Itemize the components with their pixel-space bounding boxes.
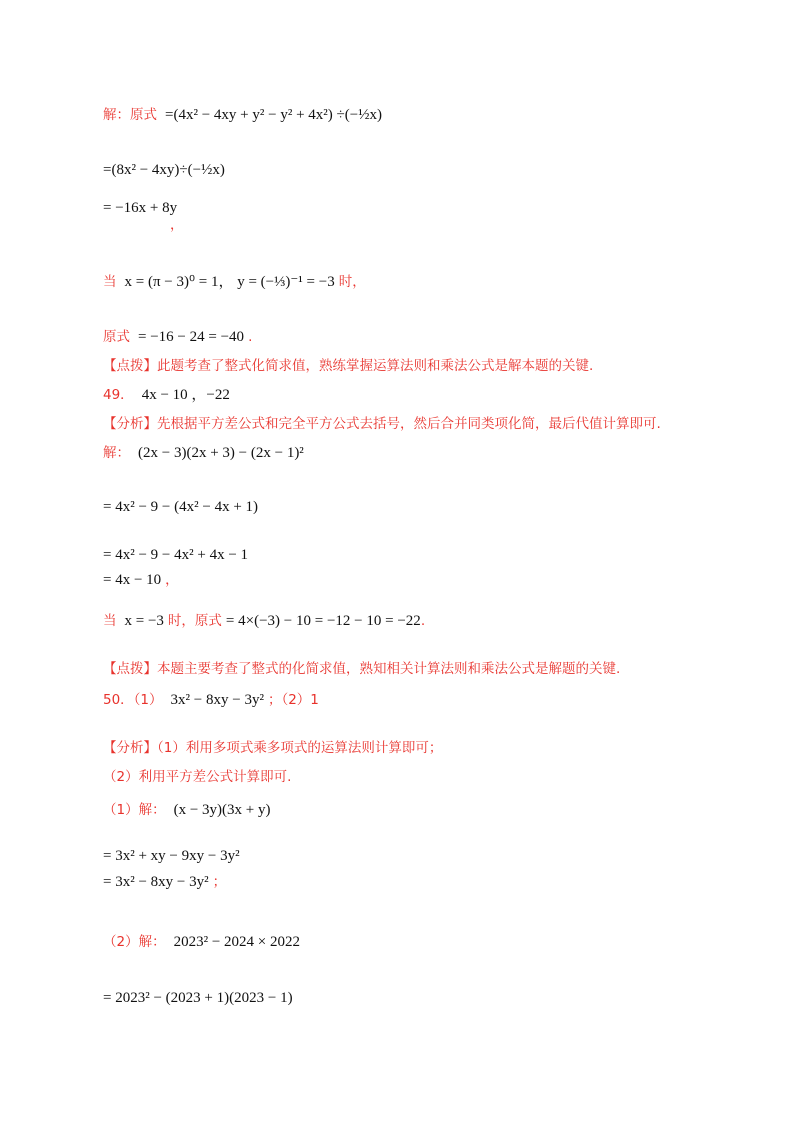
math-expression: = 4x² − 9 − (4x² − 4x + 1)	[103, 499, 259, 515]
text-run: （2）利用平方差公式计算即可.	[103, 769, 292, 785]
math-expression: = 3x² − 8xy − 3y²	[103, 874, 209, 890]
text-run: （2）解：	[103, 934, 166, 950]
math-expression: = −16 − 24 = −40	[138, 329, 245, 345]
document-line	[103, 105, 382, 125]
text-run: 【分析】（1）利用多项式乘多项式的运算法则计算即可；	[103, 740, 443, 756]
document-line	[103, 611, 425, 631]
math-expression: (2x − 3)(2x + 3) − (2x − 1)²	[138, 445, 304, 461]
text-run: 50．（1）	[103, 692, 163, 708]
math-expression: = −16x + 8y	[103, 200, 178, 216]
document-line	[103, 659, 620, 679]
document-line	[103, 932, 300, 952]
math-expression: =(4x² − 4xy + y² − y² + 4x²) ÷(−½x)	[165, 107, 382, 123]
document-line	[103, 846, 240, 866]
document-line	[103, 872, 226, 892]
text-run: ，	[165, 572, 179, 588]
text-run: 当	[103, 274, 117, 290]
document-line	[103, 198, 177, 218]
math-expression: = 2023² − (2023 + 1)(2023 − 1)	[103, 990, 293, 1006]
text-run: .	[248, 329, 253, 345]
math-expression: =(8x² − 4xy)÷(−½x)	[103, 162, 225, 178]
document-line	[103, 988, 293, 1008]
document-line	[170, 215, 184, 235]
document-line	[103, 356, 593, 376]
document-line	[103, 767, 291, 787]
text-run: 【分析】先根据平方差公式和完全平方公式去括号，然后合并同类项化简，最后代值计算即可.	[103, 416, 661, 432]
text-run: ；	[212, 874, 227, 890]
document-line	[103, 443, 304, 463]
text-run: .	[420, 613, 426, 629]
text-run: 当	[103, 613, 117, 629]
text-run: 解：原式	[103, 107, 157, 123]
math-expression: 4x − 10 ，−22	[141, 387, 230, 403]
document-line	[103, 800, 271, 820]
math-expression: x = (π − 3)⁰ = 1， y = (−⅓)⁻¹ = −3	[124, 274, 335, 290]
document-line	[103, 738, 442, 758]
text-run: （1）解：	[103, 802, 166, 818]
math-expression: 3x² − 8xy − 3y²	[170, 692, 264, 708]
document-line	[103, 690, 319, 710]
text-run: 【点拨】本题主要考查了整式的化简求值，熟知相关计算法则和乘法公式是解题的关键.	[103, 661, 621, 677]
document-line	[103, 497, 258, 517]
document-line	[103, 545, 248, 565]
document-line	[103, 385, 230, 405]
document-line	[103, 570, 179, 590]
document-line	[103, 327, 252, 347]
document-line	[103, 272, 366, 292]
math-expression: (x − 3y)(3x + y)	[173, 802, 271, 818]
math-expression: = 4×(−3) − 10 = −12 − 10 = −22	[225, 613, 421, 629]
text-run: ；（2）1	[267, 692, 319, 708]
document-line	[103, 160, 225, 180]
text-run: 原式	[103, 329, 130, 345]
text-run: 时，原式	[167, 613, 222, 629]
math-expression: x = −3	[124, 613, 164, 629]
text-run: 时，	[338, 274, 366, 290]
text-run: ，	[170, 217, 184, 233]
math-expression: = 4x − 10	[103, 572, 162, 588]
math-expression: = 3x² + xy − 9xy − 3y²	[103, 848, 240, 864]
text-run: 解：	[103, 445, 130, 461]
math-expression: = 4x² − 9 − 4x² + 4x − 1	[103, 547, 249, 563]
math-expression: 2023² − 2024 × 2022	[173, 934, 301, 950]
document-line	[103, 414, 661, 434]
text-run: 49．	[103, 387, 134, 403]
text-run: 【点拨】此题考查了整式化简求值，熟练掌握运算法则和乘法公式是解本题的关键.	[103, 358, 594, 374]
